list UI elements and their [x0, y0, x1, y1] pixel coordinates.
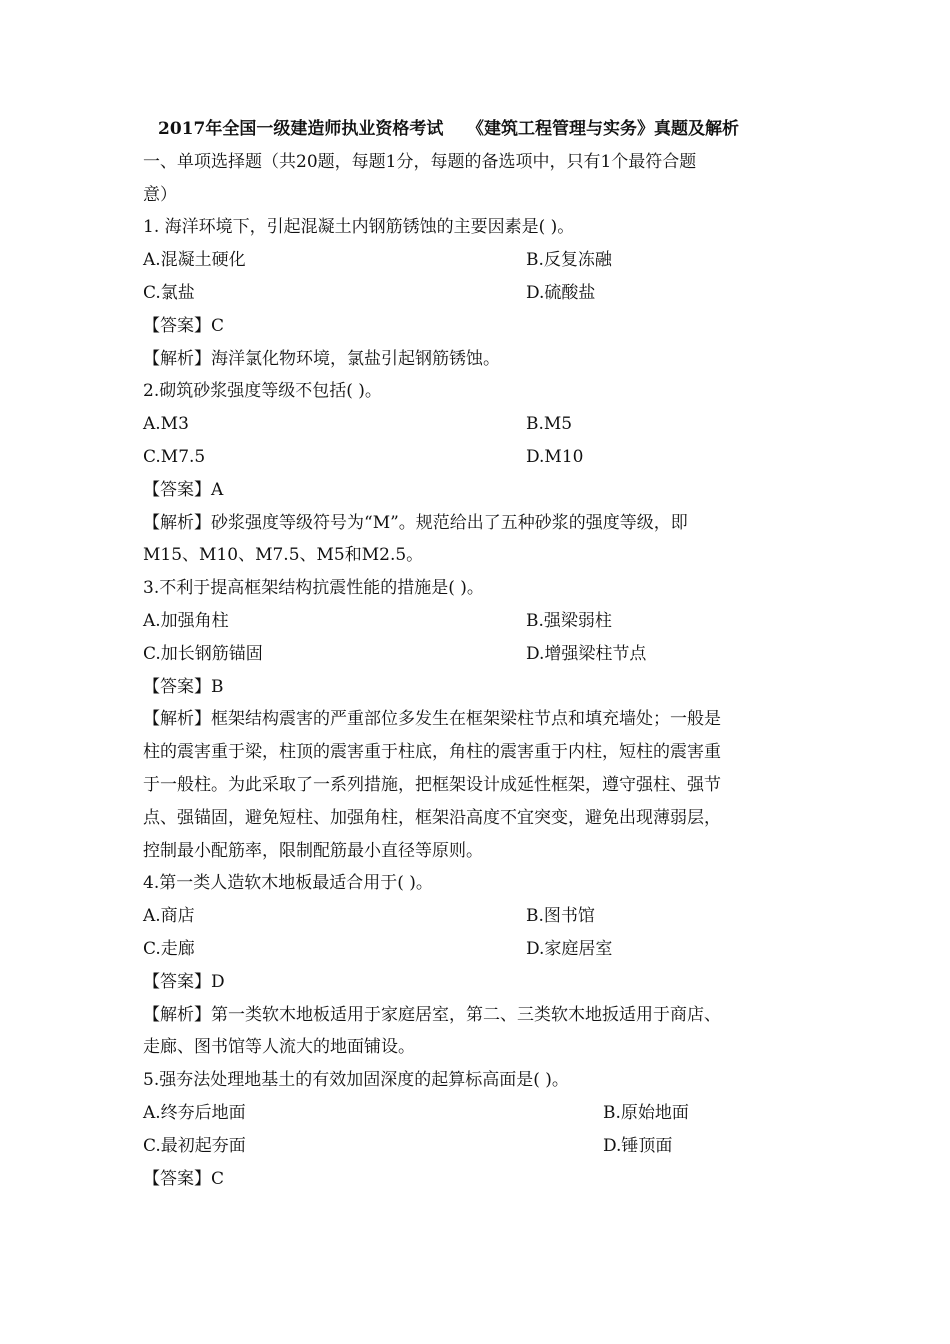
question-5	[143, 1064, 803, 1195]
option-d: D.硫酸盐	[526, 282, 596, 303]
option-c: C.加长钢筋锚固	[143, 643, 263, 664]
question-1	[143, 211, 803, 375]
option-c: C.氯盐	[143, 282, 195, 303]
option-a: A.加强角柱	[143, 610, 229, 631]
option-d: D.M10	[526, 446, 584, 467]
question-3	[143, 572, 803, 867]
question-stem: 5.强夯法处理地基土的有效加固深度的起算标高面是( )。	[143, 1070, 569, 1091]
option-row	[143, 244, 803, 277]
answer-line: 【答案】A	[143, 479, 224, 500]
question-stem: 4.第一类人造软木地板最适合用于( )。	[143, 873, 433, 894]
question-stem: 3.不利于提高框架结构抗震性能的措施是( )。	[143, 578, 484, 599]
question-stem: 1. 海洋环境下，引起混凝土内钢筋锈蚀的主要因素是( )。	[143, 217, 575, 238]
option-row	[143, 933, 803, 966]
analysis-line: 控制最小配筋率，限制配筋最小直径等原则。	[143, 840, 483, 861]
option-row	[143, 605, 803, 638]
analysis-line: 【解析】砂浆强度等级符号为“M”。规范给出了五种砂浆的强度等级，即	[143, 512, 688, 533]
option-row	[143, 638, 803, 671]
title-exam-name: 2017年全国一级建造师执业资格考试	[158, 119, 444, 139]
section-heading-line-1: 一、单项选择题（共20题，每题1分，每题的备选项中，只有1个最符合题	[143, 151, 697, 172]
option-b: B.M5	[526, 414, 573, 435]
analysis-line: 【解析】海洋氯化物环境，氯盐引起钢筋锈蚀。	[143, 348, 500, 369]
option-d: D.家庭居室	[526, 938, 613, 959]
document-title	[143, 113, 803, 146]
option-d: D.增强梁柱节点	[526, 643, 647, 664]
question-2	[143, 375, 803, 572]
option-b: B.图书馆	[526, 906, 595, 927]
option-b: B.原始地面	[603, 1102, 689, 1123]
analysis-line: 于一般柱。为此采取了一系列措施，把框架设计成延性框架，遵守强柱、强节	[143, 774, 721, 795]
option-c: C.走廊	[143, 938, 195, 959]
option-row	[143, 900, 803, 933]
option-d: D.锤顶面	[603, 1135, 673, 1156]
option-row	[143, 441, 803, 474]
option-row	[143, 1097, 803, 1130]
document-content	[143, 113, 803, 1195]
option-c: C.最初起夯面	[143, 1135, 246, 1156]
option-row	[143, 1130, 803, 1163]
question-stem: 2.砌筑砂浆强度等级不包括( )。	[143, 381, 382, 402]
analysis-line: M15、M10、M7.5、M5和M2.5。	[143, 545, 424, 566]
answer-line: 【答案】D	[143, 971, 225, 992]
option-a: A.M3	[143, 414, 189, 435]
option-a: A.商店	[143, 906, 195, 927]
question-4	[143, 867, 803, 1064]
analysis-line: 点、强锚固，避免短柱、加强角柱，框架沿高度不宜突变，避免出现薄弱层，	[143, 807, 721, 828]
analysis-line: 【解析】第一类软木地板适用于家庭居室，第二、三类软木地扳适用于商店、	[143, 1004, 721, 1025]
option-a: A.混凝土硬化	[143, 250, 246, 271]
answer-line: 【答案】C	[143, 315, 225, 336]
answer-line: 【答案】C	[143, 1168, 225, 1189]
option-b: B.反复冻融	[526, 250, 612, 271]
title-subject-name: 《建筑工程管理与实务》真题及解析	[467, 119, 740, 139]
option-row	[143, 277, 803, 310]
section-heading-line-2: 意）	[143, 184, 177, 205]
option-a: A.终夯后地面	[143, 1102, 246, 1123]
option-row	[143, 408, 803, 441]
option-b: B.强梁弱柱	[526, 610, 612, 631]
analysis-line: 【解析】框架结构震害的严重部位多发生在框架梁柱节点和填充墙处；一般是	[143, 709, 721, 730]
analysis-line: 柱的震害重于梁，柱顶的震害重于柱底，角柱的震害重于内柱，短柱的震害重	[143, 742, 721, 763]
analysis-line: 走廊、图书馆等人流大的地面铺设。	[143, 1037, 415, 1058]
answer-line: 【答案】B	[143, 676, 224, 697]
option-c: C.M7.5	[143, 446, 206, 467]
